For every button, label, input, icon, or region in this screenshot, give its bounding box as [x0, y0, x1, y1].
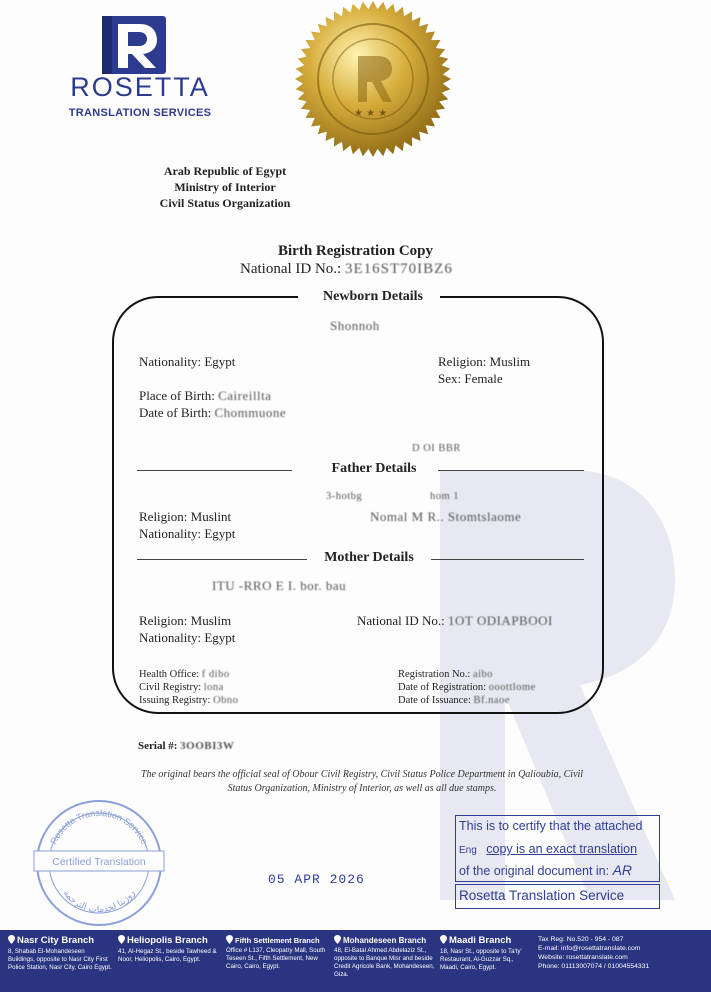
mother-national-id-label: National ID No.:	[357, 613, 445, 628]
mother-national-id	[357, 613, 553, 629]
issuing-authority	[140, 163, 310, 211]
issuing-registry	[139, 695, 238, 706]
rosetta-logo-icon	[102, 16, 166, 74]
gold-seal-icon	[292, 0, 454, 158]
cert-line-1: This is to certify that the attached	[459, 819, 643, 833]
cert-line-2-text: copy is an exact translation	[486, 842, 638, 856]
branch-maadi	[440, 935, 532, 972]
place-of-birth-value: Caireillta	[218, 388, 272, 403]
mother-rule-right	[430, 559, 584, 560]
civil-registry-value: lona	[203, 682, 224, 693]
document-title: Birth Registration Copy	[278, 243, 433, 259]
cert-language-from: Eng	[459, 845, 477, 856]
branch-name: Nasr City Branch	[17, 935, 95, 946]
branch-address: 8, Shabab El-Mohandeseen Buildings, opposite to Nasr City First Police Station, Nasr City, Cairo Egypt.	[8, 948, 112, 971]
date-of-registration-label: Date of Registration:	[398, 682, 487, 693]
cert-stamp-bottom-text: روزيتا لخدمات الترجمة	[60, 888, 138, 916]
branch-name: Fifth Settlement Branch	[235, 936, 320, 945]
cert-line-2	[459, 842, 637, 856]
footer-contact-bar	[0, 930, 711, 992]
date-of-issuance-value: Bf.naoe	[473, 695, 510, 706]
cert-line-3-text: of the original document in:	[459, 864, 610, 878]
serial-value: 3OOBI3W	[180, 740, 235, 752]
branch-name: Mohandeseen Branch	[343, 936, 427, 945]
father-national-id: Nomal M R.. Stomtslaome	[370, 509, 522, 524]
footer-email: E-mail: info@rosettatranslate.com	[538, 945, 641, 952]
mother-name: ITU -RRO E I. bor. bau	[212, 578, 347, 593]
newborn-sex: Sex: Female	[438, 371, 503, 386]
certification-date: 05 APR 2026	[268, 872, 365, 887]
father-line-above: D OI BBR	[412, 443, 461, 454]
registration-no-value: aibo	[472, 669, 494, 680]
cert-line-3	[459, 862, 632, 878]
authority-line-2: Ministry of Interior	[174, 180, 276, 194]
father-section-title: Father Details	[318, 461, 430, 477]
health-office-label: Health Office:	[139, 669, 200, 680]
svg-text:★ ★ ★: ★ ★ ★	[354, 108, 388, 119]
serial-label: Serial #:	[138, 740, 178, 752]
place-of-birth-label: Place of Birth:	[139, 388, 215, 403]
branch-nasr-city	[8, 935, 112, 972]
rosetta-logo	[30, 10, 250, 120]
branch-fifth-settlement	[226, 935, 330, 971]
newborn-date-of-birth	[139, 405, 286, 421]
branch-address: 41, Al-Hegaz St., beside Tawheed & Noor, Heliopolis, Cairo, Egypt.	[118, 948, 217, 963]
footer-website: Website: rosettatranslate.com	[538, 954, 628, 961]
location-pin-icon	[334, 935, 341, 944]
newborn-place-of-birth	[139, 388, 271, 404]
cert-line-4: Rosetta Translation Service	[459, 888, 625, 903]
certified-translation-stamp-icon	[30, 795, 168, 930]
original-seal-note: The original bears the official seal of Obour Civil Registry, Civil Status Police Department in Qalioubia, Civil Status Organization, Ministry of Interior, as well as all due stamps.	[140, 769, 584, 794]
newborn-religion: Religion: Muslim	[438, 354, 531, 369]
issuing-registry-value: Obno	[213, 695, 239, 706]
mother-section-title: Mother Details	[307, 550, 431, 566]
mother-religion: Religion: Muslim	[139, 613, 232, 628]
footer-phone: Phone: 01113007074 / 01004554331	[538, 963, 650, 970]
date-of-registration-value: ooottlome	[488, 682, 536, 693]
civil-registry	[139, 682, 224, 693]
issuing-registry-label: Issuing Registry:	[139, 695, 211, 706]
health-office	[139, 669, 230, 680]
mother-national-id-value: 1OT ODIAPBOOI	[447, 613, 553, 628]
national-id-value: 3E16ST70IBZ6	[344, 261, 453, 277]
date-of-registration	[398, 682, 536, 693]
newborn-section-title: Newborn Details	[308, 289, 438, 305]
mother-rule-left	[137, 559, 307, 560]
registration-no-label: Registration No.:	[398, 669, 471, 680]
footer-contacts	[538, 935, 706, 971]
newborn-nationality: Nationality: Egypt	[139, 354, 236, 369]
registration-no	[398, 669, 493, 680]
health-office-value: f dibo	[201, 669, 230, 680]
document-national-id	[240, 261, 453, 278]
date-of-birth-value: Chommuone	[214, 405, 287, 420]
branch-address: Office # L137, Cleopatry Mall, South Teseen St., Fifth Settlement, New Cairo, Cairo, Egypt.	[226, 947, 326, 970]
authority-line-3: Civil Status Organization	[159, 196, 291, 210]
location-pin-icon	[118, 935, 125, 944]
cert-stamp-center-text: Certified Translation	[52, 856, 146, 868]
branch-address: 48, El-Batal Ahmed Abdelaziz St., opposite to Banque Misr and beside Credit Agricole Bank, Mohandeseen, Giza.	[334, 947, 435, 978]
national-id-label: National ID No.:	[240, 261, 342, 277]
logo-name: ROSETTA	[70, 72, 210, 102]
date-of-issuance	[398, 695, 510, 706]
date-of-issuance-label: Date of Issuance:	[398, 695, 471, 706]
branch-name: Maadi Branch	[449, 935, 512, 946]
mother-nationality: Nationality: Egypt	[139, 630, 236, 645]
cert-language-to: AR	[612, 862, 633, 878]
branch-address: 18, Nasr St., opposite to Ta'ty' Restaurant, Al-Guzzar Sq., Maadi, Cairo, Egypt.	[440, 948, 522, 971]
location-pin-icon	[440, 935, 447, 944]
location-pin-icon	[226, 935, 233, 944]
branch-name: Heliopolis Branch	[127, 935, 208, 946]
father-religion: Religion: Muslint	[139, 509, 232, 524]
newborn-name: Shonnoh	[330, 318, 380, 333]
serial-number	[138, 740, 234, 752]
civil-registry-label: Civil Registry:	[139, 682, 202, 693]
father-name-fragment-right: hom 1	[430, 491, 460, 502]
tax-reg: Tax Reg: No.520 - 954 - 087	[538, 936, 624, 943]
father-rule-left	[137, 470, 292, 471]
father-nationality: Nationality: Egypt	[139, 526, 236, 541]
certification-box	[455, 815, 660, 911]
location-pin-icon	[8, 935, 15, 944]
authority-line-1: Arab Republic of Egypt	[163, 164, 287, 178]
father-rule-right	[438, 470, 584, 471]
father-name-fragment-left: 3-hotbg	[326, 491, 363, 502]
date-of-birth-label: Date of Birth:	[139, 405, 212, 420]
logo-subtitle: TRANSLATION SERVICES	[68, 107, 212, 119]
branch-mohandeseen	[334, 935, 436, 979]
cert-stamp-top-text: Rosetta Translation Service	[48, 807, 150, 846]
branch-heliopolis	[118, 935, 222, 964]
